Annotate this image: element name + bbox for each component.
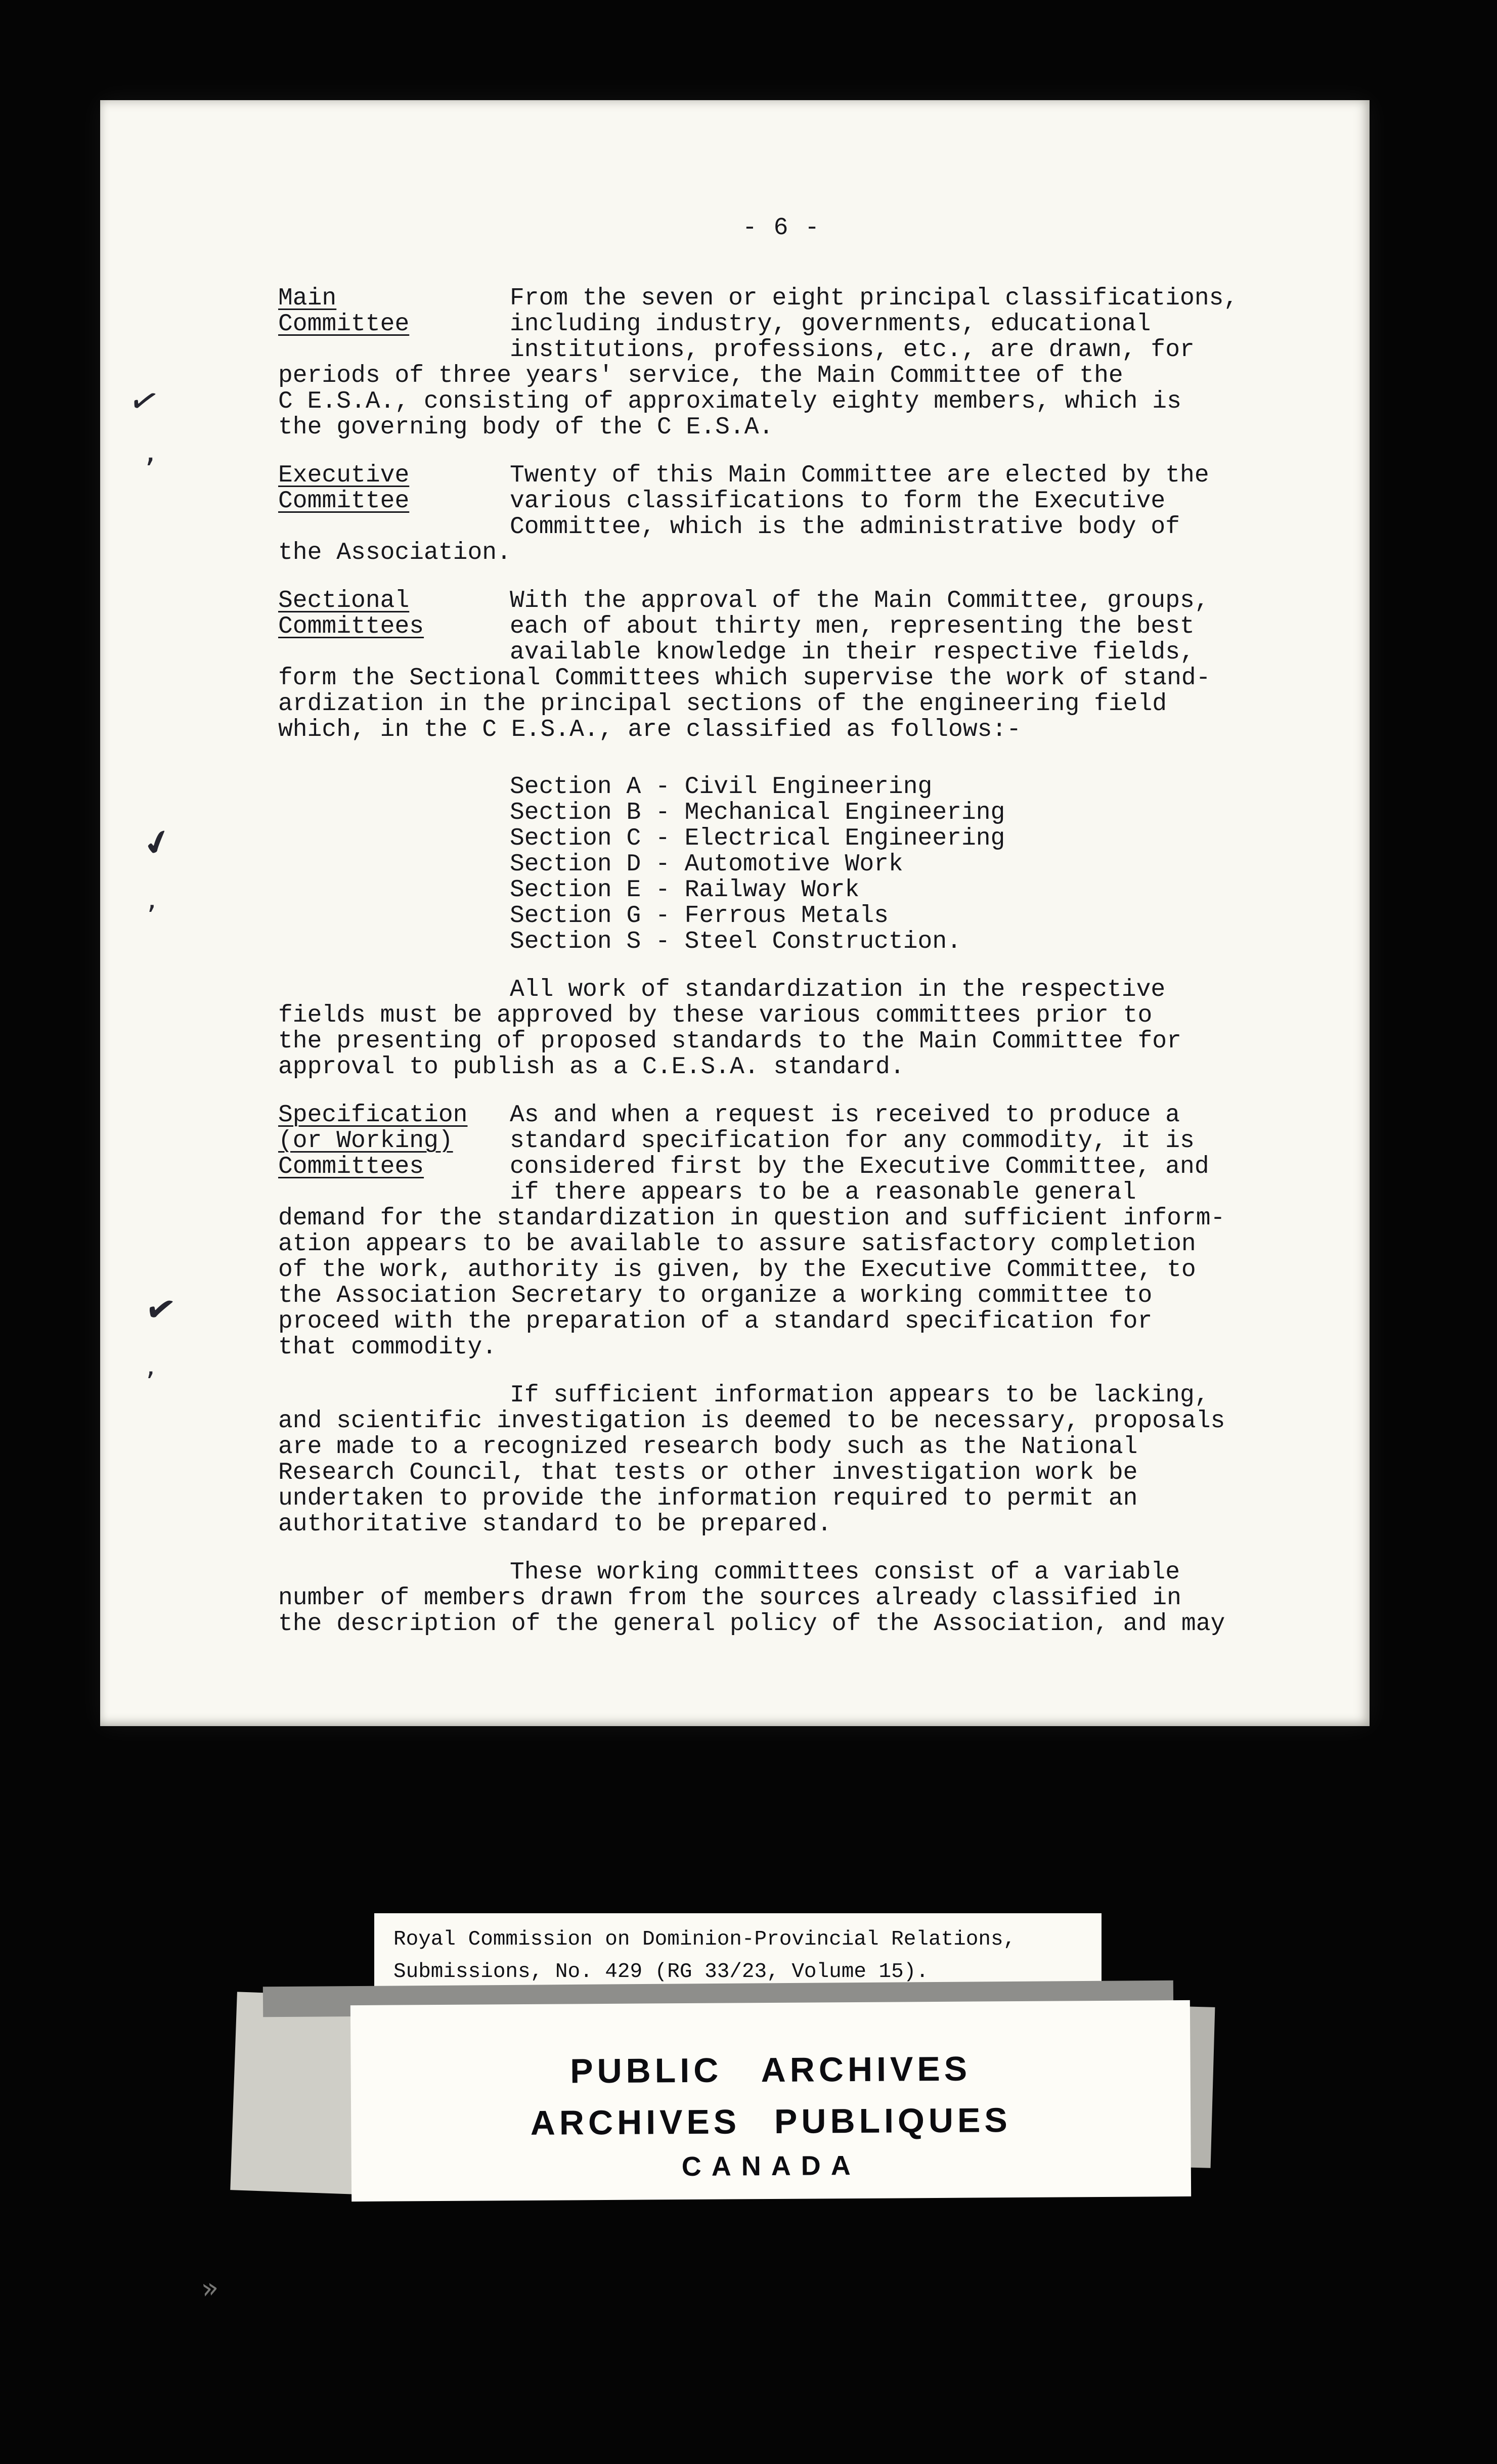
text-run: Research Council, that tests or other investigation work be — [278, 1459, 1138, 1486]
text-line — [278, 929, 1285, 955]
text-run: demand for the standardization in question and sufficient inform- — [278, 1205, 1225, 1232]
text-run: each of about thirty men, representing the best — [510, 613, 1195, 640]
reference-label-line1: Royal Commission on Dominion-Provincial Relations, — [393, 1928, 1016, 1951]
text-run: the presenting of proposed standards to the Main Committee for — [278, 1028, 1181, 1055]
text-run: various classifications to form the Executive — [510, 488, 1166, 515]
text-run: Section E - Railway Work — [510, 876, 860, 904]
text-run: the Association. — [278, 539, 511, 566]
text-line — [278, 415, 1285, 441]
text-line — [278, 1586, 1285, 1611]
archives-label-line2: ARCHIVES PUBLIQUES — [530, 2101, 1011, 2142]
paragraph-block — [278, 1103, 1285, 1360]
text-run: Section B - Mechanical Engineering — [510, 799, 1005, 826]
text-run: C E.S.A., consisting of approximately eighty members, which is — [278, 388, 1181, 415]
document-page — [100, 100, 1370, 1726]
text-line — [278, 1180, 1285, 1206]
text-line — [278, 1029, 1285, 1054]
text-line — [278, 363, 1285, 389]
text-run: approval to publish as a C.E.S.A. standard. — [278, 1053, 905, 1081]
text-line — [278, 1486, 1285, 1512]
text-run: If sufficient information appears to be lacking, — [510, 1382, 1209, 1409]
text-run: Section S - Steel Construction. — [510, 928, 961, 955]
typed-text — [278, 215, 1285, 1637]
text-line — [278, 1054, 1285, 1080]
text-line — [278, 614, 1285, 640]
text-line — [278, 588, 1285, 614]
text-run: standard specification for any commodity, it is — [510, 1127, 1195, 1155]
typed-blocks — [278, 286, 1285, 1637]
text-run: form the Sectional Committees which supervise the work of stand- — [278, 665, 1211, 692]
archives-label-line3: CANADA — [681, 2150, 861, 2182]
committee-heading: Committees — [278, 1153, 424, 1180]
text-run: which, in the C E.S.A., are classified as follows:- — [278, 716, 1022, 743]
pencil-mark: ’ — [146, 1366, 155, 1400]
text-line — [278, 1383, 1285, 1409]
text-run: As and when a request is received to produce a — [510, 1102, 1180, 1129]
text-line — [278, 312, 1285, 337]
pencil-mark: ’ — [147, 899, 157, 935]
text-line — [278, 1335, 1285, 1360]
paragraph-block — [278, 1383, 1285, 1537]
pencil-mark: ✓ — [124, 377, 164, 425]
text-run: proceed with the preparation of a standard specification for — [278, 1308, 1153, 1335]
text-run: and scientific investigation is deemed to be necessary, proposals — [278, 1407, 1225, 1435]
committee-heading: Sectional — [278, 587, 410, 614]
paragraph-block — [278, 463, 1285, 566]
corner-scratch-mark: » — [199, 2270, 221, 2306]
text-line — [278, 1231, 1285, 1257]
text-line — [278, 877, 1285, 903]
archives-label-line1: PUBLIC ARCHIVES — [569, 2049, 972, 2091]
text-line — [278, 666, 1285, 691]
committee-heading: Main — [278, 285, 337, 312]
committee-heading: Executive — [278, 462, 410, 489]
text-run: institutions, professions, etc., are drawn, for — [510, 336, 1195, 364]
text-run: Section C - Electrical Engineering — [510, 825, 1005, 852]
text-line — [278, 1611, 1285, 1637]
text-run: Section D - Automotive Work — [510, 851, 903, 878]
text-line — [278, 463, 1285, 489]
text-line — [278, 1283, 1285, 1309]
text-line — [278, 640, 1285, 666]
pencil-mark: ’ — [145, 451, 155, 490]
text-run: ation appears to be available to assure satisfactory completion — [278, 1230, 1196, 1258]
text-run: of the work, authority is given, by the Executive Committee, to — [278, 1256, 1196, 1284]
text-line — [278, 1128, 1285, 1154]
text-line — [278, 800, 1285, 826]
text-line — [278, 1206, 1285, 1231]
text-run: Committee, which is the administrative body of — [510, 513, 1180, 541]
text-line — [278, 826, 1285, 852]
text-line — [278, 903, 1285, 929]
page-number: - 6 - — [742, 214, 821, 242]
text-run: the governing body of the C E.S.A. — [278, 414, 774, 441]
committee-heading: Specification — [278, 1102, 468, 1129]
pencil-mark: ✔ — [138, 820, 177, 866]
text-run: All work of standardization in the respective — [510, 976, 1166, 1003]
text-line — [278, 691, 1285, 717]
text-line — [278, 1103, 1285, 1128]
text-run: the description of the general policy of the Association, and may — [278, 1610, 1225, 1638]
paragraph-block — [278, 977, 1285, 1080]
text-line — [278, 286, 1285, 312]
text-line — [278, 852, 1285, 877]
text-line — [278, 540, 1285, 566]
text-run: Section A - Civil Engineering — [510, 773, 933, 801]
text-line — [278, 1560, 1285, 1586]
text-run: These working committees consist of a variable — [510, 1559, 1180, 1586]
paragraph-block — [278, 774, 1285, 955]
paragraph-block — [278, 286, 1285, 441]
text-run: periods of three years' service, the Main Committee of the — [278, 362, 1123, 389]
archives-label — [350, 2000, 1191, 2202]
text-run: undertaken to provide the information required to permit an — [278, 1485, 1138, 1512]
text-run: Twenty of this Main Committee are elected by the — [510, 462, 1209, 489]
text-run: ardization in the principal sections of the engineering field — [278, 690, 1167, 718]
text-run: From the seven or eight principal classifications, — [510, 285, 1239, 312]
text-run: if there appears to be a reasonable general — [510, 1179, 1136, 1206]
text-line — [278, 717, 1285, 743]
paragraph-block — [278, 1560, 1285, 1637]
text-line — [278, 514, 1285, 540]
text-line — [278, 1309, 1285, 1335]
text-run: available knowledge in their respective fields, — [510, 639, 1195, 666]
text-line — [278, 489, 1285, 514]
text-run: With the approval of the Main Committee, groups, — [510, 587, 1209, 614]
committee-heading: (or Working) — [278, 1127, 453, 1155]
committee-heading: Committee — [278, 488, 410, 515]
text-run: that commodity. — [278, 1334, 497, 1361]
text-line — [278, 1460, 1285, 1486]
text-line — [278, 337, 1285, 363]
text-line — [278, 1409, 1285, 1434]
text-run: number of members drawn from the sources already classified in — [278, 1585, 1181, 1612]
text-run: fields must be approved by these various committees prior to — [278, 1002, 1153, 1029]
text-run: authoritative standard to be prepared. — [278, 1511, 832, 1538]
text-line — [278, 389, 1285, 415]
paragraph-block — [278, 588, 1285, 743]
text-run: are made to a recognized research body such as the National — [278, 1433, 1138, 1461]
text-line — [278, 1003, 1285, 1029]
committee-heading: Committees — [278, 613, 424, 640]
text-line — [278, 977, 1285, 1003]
text-run: including industry, governments, educational — [510, 311, 1151, 338]
reference-label-line2: Submissions, No. 429 (RG 33/23, Volume 15). — [393, 1960, 929, 1984]
text-line — [278, 1154, 1285, 1180]
text-line — [278, 1257, 1285, 1283]
text-line — [278, 1434, 1285, 1460]
text-run: Section G - Ferrous Metals — [510, 902, 889, 930]
pencil-mark: ✔ — [142, 1286, 179, 1333]
committee-heading: Committee — [278, 311, 410, 338]
text-line — [278, 1512, 1285, 1537]
text-run: the Association Secretary to organize a working committee to — [278, 1282, 1153, 1309]
text-line — [278, 774, 1285, 800]
text-run: considered first by the Executive Committee, and — [510, 1153, 1209, 1180]
